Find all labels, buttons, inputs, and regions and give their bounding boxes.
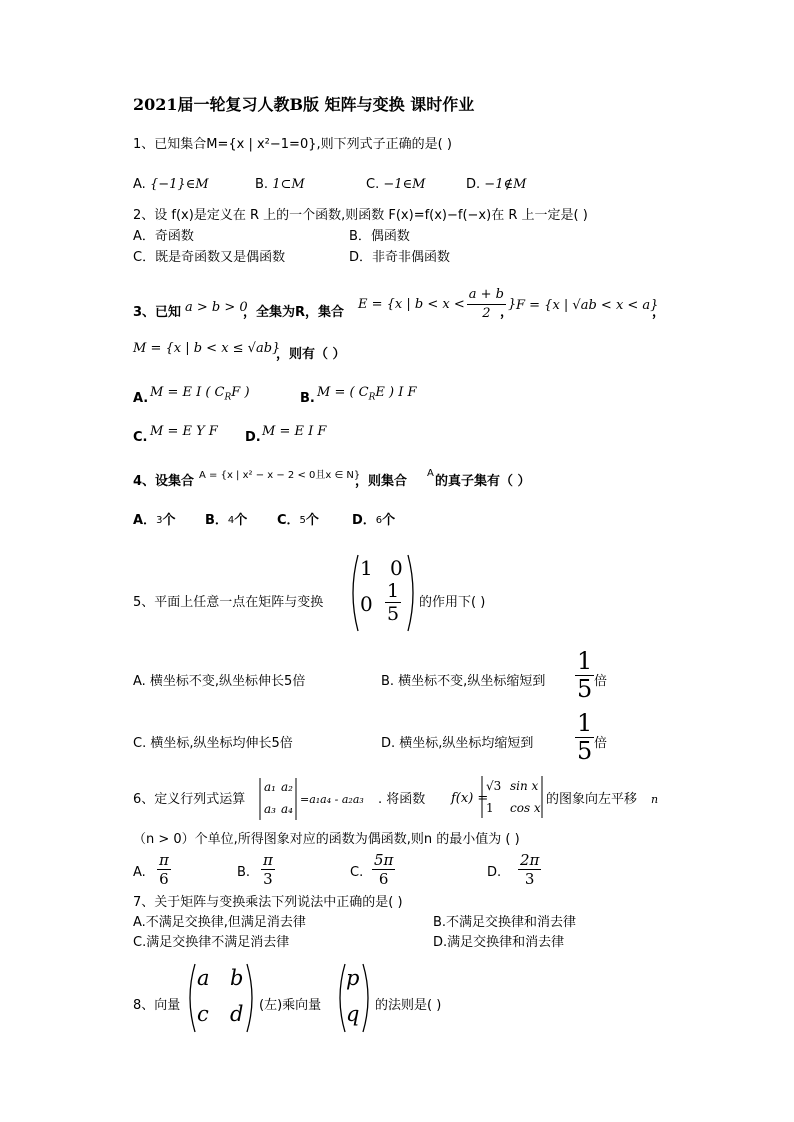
option-label: B. <box>255 177 269 192</box>
question-4-mid: ，则集合 <box>355 474 408 489</box>
question-6-option-c <box>372 851 395 888</box>
question-3-comma: ， <box>500 305 514 320</box>
fraction-numerator: 5π <box>374 851 394 869</box>
set-e <box>358 286 516 323</box>
fraction-denominator: 5 <box>387 603 400 625</box>
question-5-option-c: C. 横坐标,纵坐标均伸长5倍 <box>133 736 293 751</box>
option-b-fraction <box>575 648 594 703</box>
option-math: {−1}∈M <box>149 177 209 192</box>
question-3-option-a-label: A. <box>133 391 149 406</box>
det-a1: a₁ <box>264 780 276 794</box>
fraction-numerator: a + b <box>467 286 506 305</box>
matrix-8-brackets <box>185 962 257 1034</box>
question-4-option-d <box>352 513 395 529</box>
function-f: f(x) = <box>451 791 489 806</box>
question-5-option-d: D. 横坐标,纵坐标均缩短到 <box>381 736 534 751</box>
question-8-mid: (左)乘向量 <box>259 998 322 1013</box>
option-label: A． <box>133 513 157 528</box>
det-value: =a₁a₄ - a₂a₃ <box>300 793 364 806</box>
question-6-option-a <box>157 851 171 888</box>
question-3-option-d: M = E I F <box>262 424 327 439</box>
matrix-8-m21: c <box>197 1002 209 1026</box>
question-7-option-b: B.不满足交换律和消去律 <box>433 915 577 930</box>
fraction-numerator: 1 <box>387 580 400 602</box>
vector-8-v1: p <box>346 966 360 990</box>
option-number: 5 <box>299 515 306 526</box>
question-6-tail: 的图象向左平移 <box>546 792 638 807</box>
option-label: C. <box>366 177 380 192</box>
f-m22: cos x <box>510 801 541 815</box>
question-6-option-d-label: D. <box>487 865 502 880</box>
shift-n: n <box>651 793 659 806</box>
option-unit: 个 <box>162 513 176 528</box>
fraction-denominator: 5 <box>577 737 593 765</box>
question-3-mid: ，全集为R，集合 <box>243 305 345 320</box>
option-number: 6 <box>375 515 383 526</box>
question-1-option-b <box>255 177 305 193</box>
matrix-5-m11: 1 <box>360 556 373 580</box>
question-2-stem: 2、设 f(x)是定义在 R 上的一个函数,则函数 F(x)=f(x)−f(−x)在 R 上一定是( ) <box>133 208 588 223</box>
set-e-left: E = {x | b < x < <box>358 297 465 312</box>
question-1-stem: 1、已知集合M={x | x²−1=0},则下列式子正确的是( ) <box>133 137 452 152</box>
option-d-unit: 倍 <box>594 736 608 751</box>
set-a-name: A <box>427 468 434 479</box>
complement-subscript: R <box>224 392 232 403</box>
matrix-8-m12: b <box>230 966 244 990</box>
question-1-option-d <box>466 177 526 193</box>
matrix-5-m12: 0 <box>390 556 403 580</box>
option-number: 3 <box>156 515 163 526</box>
question-6-option-a-label: A. <box>133 865 146 880</box>
set-m: M = {x | b < x ≤ √ab} <box>133 341 281 356</box>
question-7-option-c: C.满足交换律不满足消去律 <box>133 935 290 950</box>
question-4-option-b <box>205 513 247 529</box>
question-3-option-b <box>317 385 417 403</box>
option-b-unit: 倍 <box>594 674 608 689</box>
option-math: −1∉M <box>484 177 527 192</box>
option-label: A. <box>133 177 146 192</box>
option-math-tail: E ) I F <box>375 385 417 400</box>
fraction-numerator: π <box>159 851 169 869</box>
option-unit: 个 <box>305 513 319 528</box>
option-math: −1∈M <box>383 177 426 192</box>
question-6-mid: . 将函数 <box>378 792 426 807</box>
question-2-option-c: C．既是奇函数又是偶函数 <box>133 250 286 265</box>
fraction-denominator: 5 <box>577 675 593 703</box>
question-3-tail: ， <box>652 305 666 320</box>
question-4-lead: 4、设集合 <box>133 474 195 489</box>
question-3-option-d-label: D. <box>245 430 261 445</box>
set-f: F = {x | √ab < x < a} <box>516 298 659 313</box>
question-8-tail: 的法则是( ) <box>375 998 442 1013</box>
det-a3: a₃ <box>264 802 276 816</box>
question-3-option-b-label: B. <box>300 391 315 406</box>
matrix-8-m22: d <box>230 1002 244 1026</box>
option-label: D. <box>466 177 481 192</box>
fraction-denominator: 3 <box>263 870 273 888</box>
question-3-option-c: M = E Y F <box>150 424 218 439</box>
question-1-option-c <box>366 177 425 193</box>
option-unit: 个 <box>382 513 396 528</box>
question-6-line2: （n > 0）个单位,所得图象对应的函数为偶函数,则n 的最小值为 ( ) <box>133 832 520 847</box>
complement-subscript: R <box>368 392 376 403</box>
question-5-tail: 的作用下( ) <box>419 595 486 610</box>
question-4-option-a <box>133 513 175 529</box>
question-6-lead: 6、定义行列式运算 <box>133 792 246 807</box>
question-1-option-a <box>133 177 209 193</box>
question-6-option-d <box>518 851 541 888</box>
det-a2: a₂ <box>281 780 293 794</box>
question-6-option-b-label: B. <box>237 865 251 880</box>
fraction-numerator: π <box>263 851 273 869</box>
option-d-fraction <box>575 710 594 765</box>
matrix-5-m21: 0 <box>360 592 373 616</box>
document-title: 2021届一轮复习人教B版 矩阵与变换 课时作业 <box>133 95 475 114</box>
fraction-numerator: 2π <box>520 851 540 869</box>
option-math: M = E I ( C <box>150 385 225 400</box>
fraction-numerator: 1 <box>577 709 593 737</box>
option-number: 4 <box>227 515 235 526</box>
matrix-5-m22 <box>385 580 401 625</box>
question-2-option-d: D．非奇非偶函数 <box>349 250 451 265</box>
det-a4: a₄ <box>281 802 293 816</box>
question-7-stem: 7、关于矩阵与变换乘法下列说法中正确的是( ) <box>133 895 403 910</box>
question-3-condition: a > b > 0 <box>185 300 248 315</box>
question-3-option-a <box>150 385 250 403</box>
option-math: 1⊂M <box>272 177 305 192</box>
question-7-option-d: D.满足交换律和消去律 <box>433 935 565 950</box>
fraction-numerator: 1 <box>577 647 593 675</box>
question-4-option-c <box>277 513 319 529</box>
question-4-tail: 的真子集有（ ） <box>435 474 531 489</box>
option-label: C． <box>277 513 300 528</box>
option-math-tail: F ) <box>231 385 250 400</box>
question-6-option-c-label: C. <box>350 865 364 880</box>
f-m21: 1 <box>486 801 494 815</box>
f-m12: sin x <box>510 779 539 793</box>
fraction-denominator: 2 <box>482 306 491 321</box>
option-label: D． <box>352 513 376 528</box>
question-5-lead: 5、平面上任意一点在矩阵与变换 <box>133 595 324 610</box>
question-2-option-b: B．偶函数 <box>349 229 410 244</box>
question-5-option-a: A. 横坐标不变,纵坐标伸长5倍 <box>133 674 306 689</box>
question-3-option-c-label: C. <box>133 430 148 445</box>
question-8-lead: 8、向量 <box>133 998 181 1013</box>
option-label: B． <box>205 513 228 528</box>
vector-8-v2: q <box>346 1002 360 1026</box>
matrix-5-brackets <box>348 553 418 633</box>
set-e-right: } <box>507 297 517 312</box>
f-m11: √3 <box>486 779 502 793</box>
option-unit: 个 <box>234 513 248 528</box>
question-3-lead: 3、已知 <box>133 305 182 320</box>
fraction-denominator: 6 <box>159 870 169 888</box>
question-6-option-b <box>261 851 275 888</box>
question-3-ask: ，则有（ ） <box>276 347 346 362</box>
question-5-option-b: B. 横坐标不变,纵坐标缩短到 <box>381 674 546 689</box>
option-math: M = ( C <box>317 385 369 400</box>
question-2-option-a: A．奇函数 <box>133 229 194 244</box>
set-a-definition: A = {x | x² − x − 2 < 0且x ∈ N} <box>199 470 361 481</box>
fraction-denominator: 3 <box>524 870 535 888</box>
matrix-8-m11: a <box>197 966 210 990</box>
question-7-option-a: A.不满足交换律,但满足消去律 <box>133 915 306 930</box>
fraction-denominator: 6 <box>378 870 389 888</box>
